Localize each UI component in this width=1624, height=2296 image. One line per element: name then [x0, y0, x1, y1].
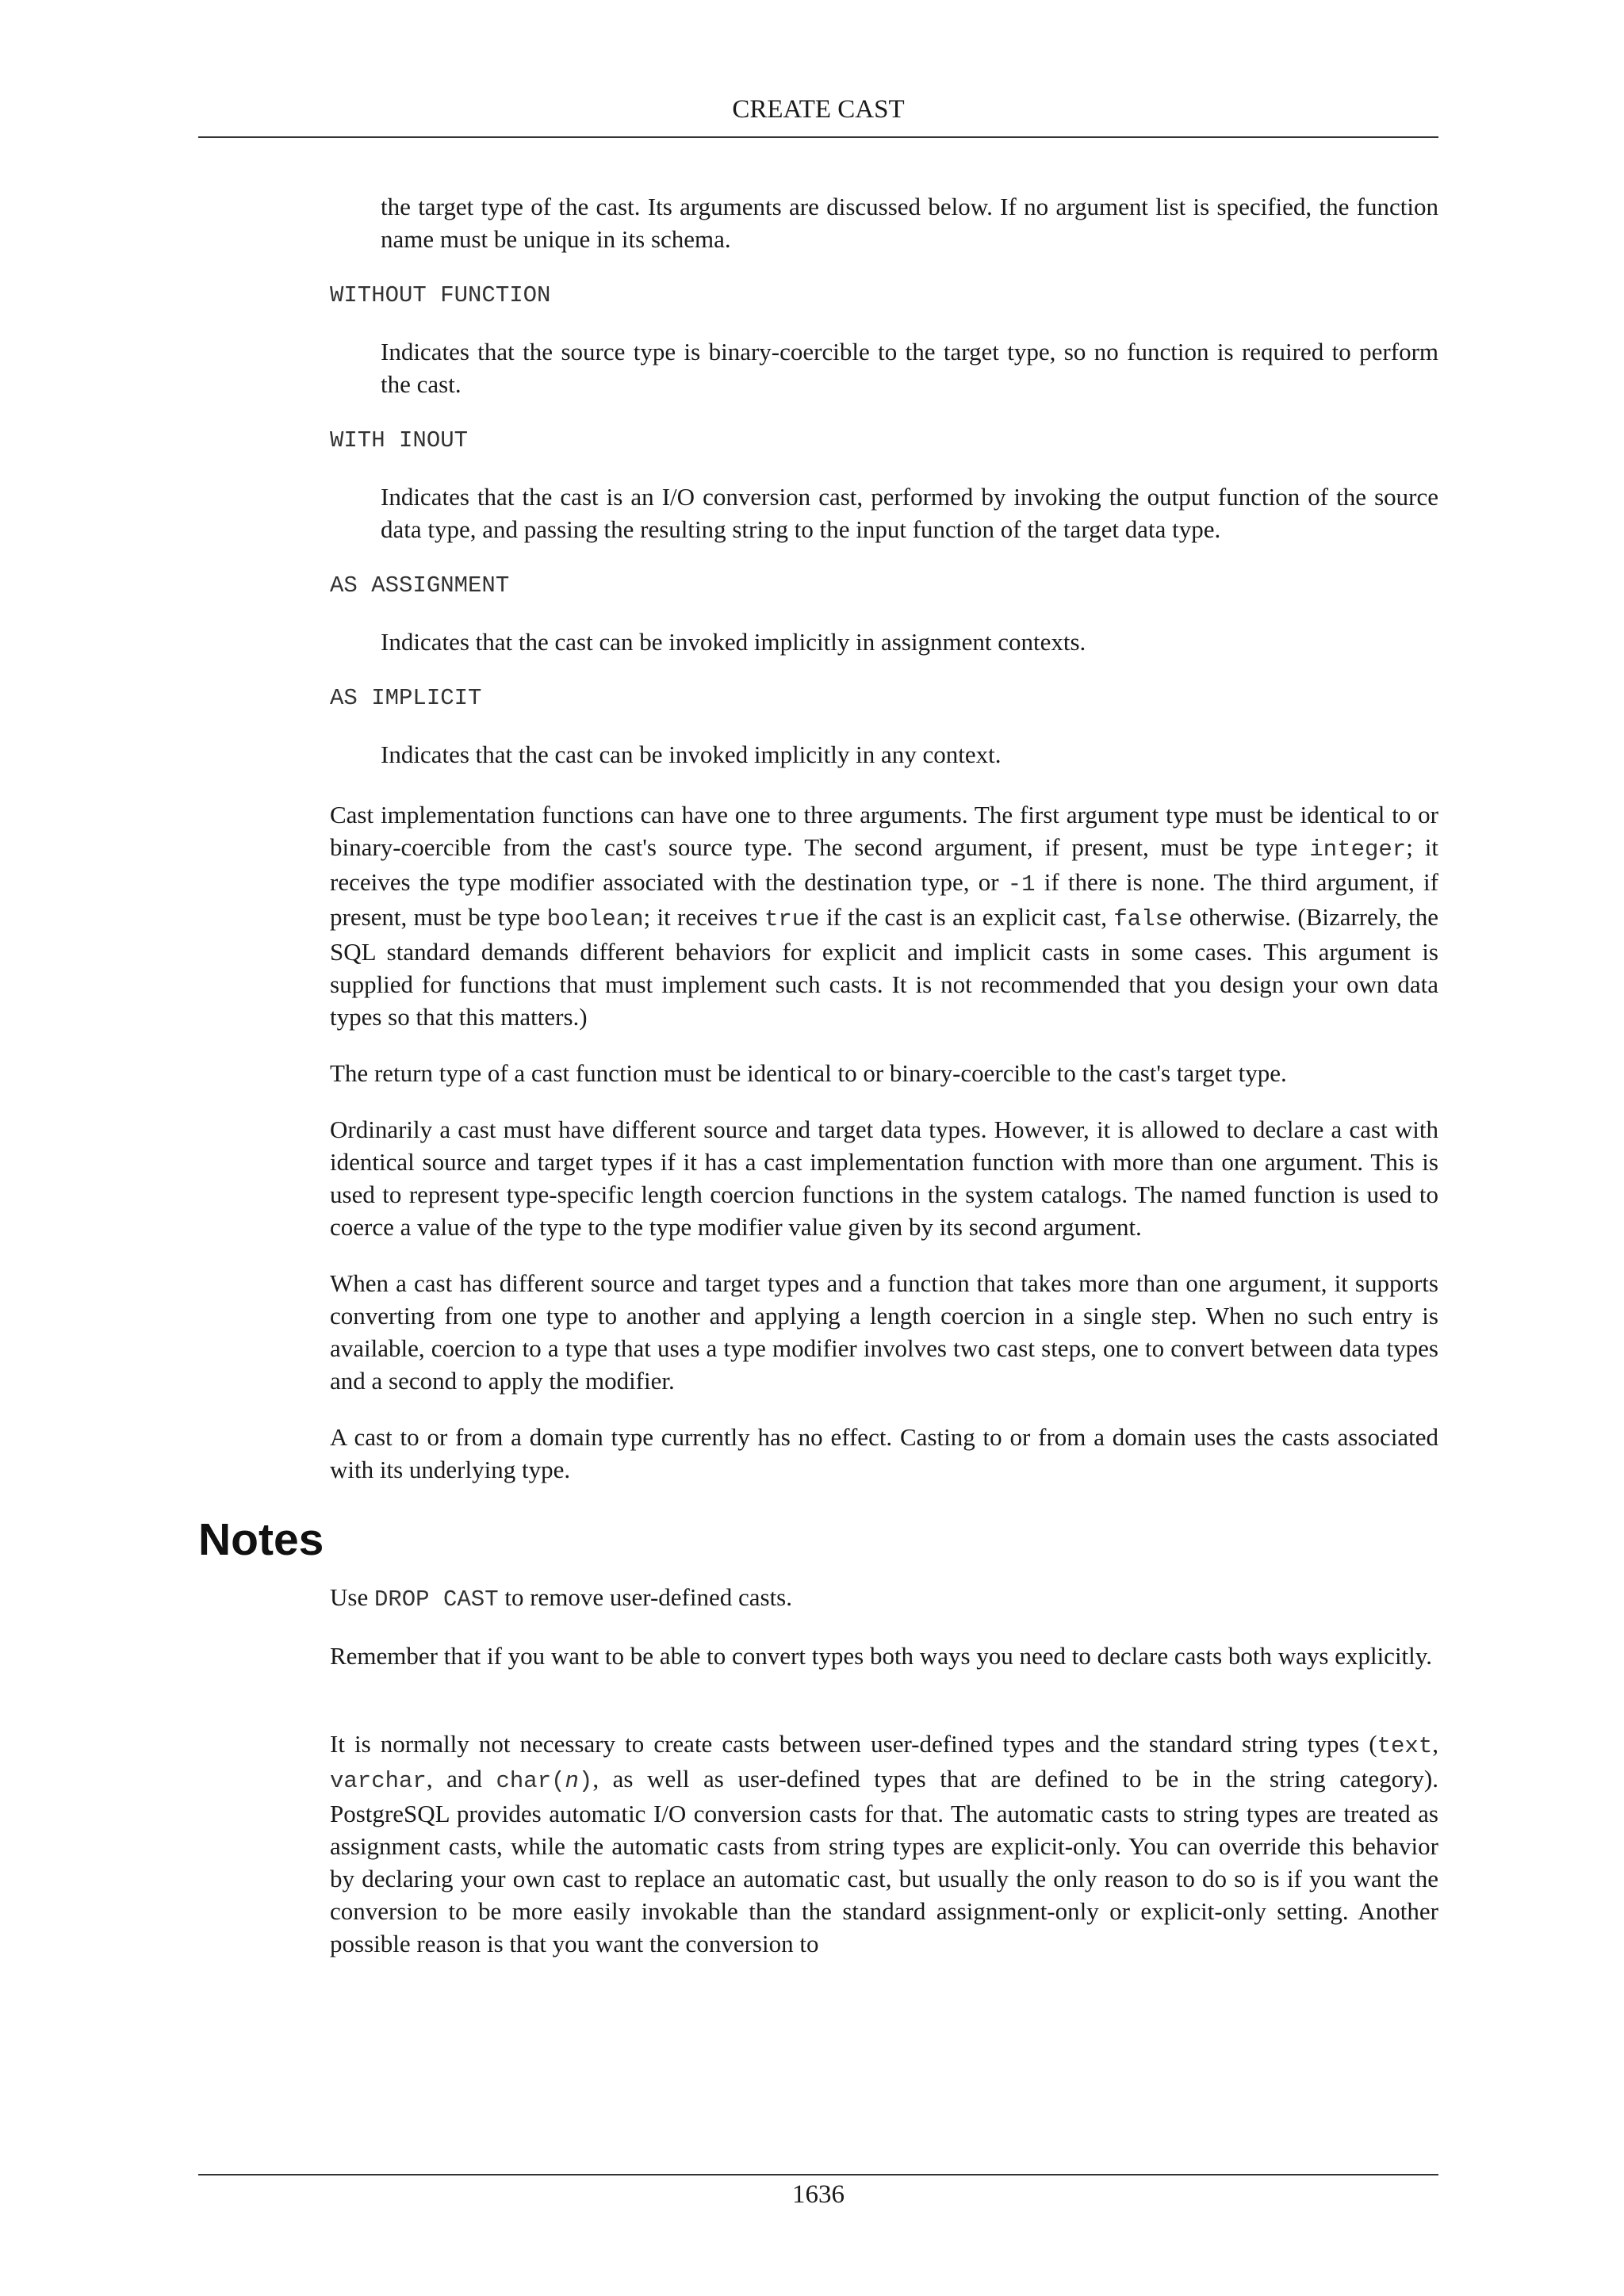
- ordinarily-paragraph: Ordinarily a cast must have different source and target data types. However, it is allowed to declare a cast with identical source and target types if it has a cast implementation function with more than one argument. This is used to represent type-specific length coercion functions in the system catalogs. The named function is used to coerce a value of the type to the type modifier value given by its second argument.: [330, 1115, 1438, 1241]
- code-true: true: [764, 906, 820, 932]
- code-text: text: [1377, 1733, 1433, 1759]
- running-header: CREATE CAST: [732, 95, 905, 124]
- cast-arguments-paragraph: Cast implementation functions can have one to three arguments. The first argument type must be identical to or binary-coercible from the cast's source type. The second argument, if present, must be type integer; it receives the type modifier associated with the destination type, or -1 if there is none. The third argument, if present, must be type boolean; it receives true if the cast is an explicit cast, false otherwise. (Bizarrely, the SQL standard demands different behaviors for explicit and implicit casts in some cases. This argument is supplied for functions that must implement such casts. It is not recommended that you design your own data types so that this matters.): [330, 801, 1438, 1031]
- drop-cast-paragraph: Use DROP CAST to remove user-defined casts.: [330, 1583, 792, 1613]
- code-drop-cast: DROP CAST: [373, 1586, 499, 1613]
- code-varchar: varchar: [330, 1768, 427, 1794]
- code-integer: integer: [1309, 836, 1407, 863]
- string-types-paragraph: It is normally not necessary to create casts between user-defined types and the standard string types (text, varchar, and char(n), as well as user-defined types that are defined to be in the string category). PostgreSQL provides automatic I/O conversion casts for that. The automatic casts to string types are treated as assignment casts, while the automatic casts from string types are explicit-only. You can override this behavior by declaring your own cast to replace an automatic cast, but usually the only reason to do so is if you want the conversion to be more easily invokable than the standard assignment-only or explicit-only setting. Another possible reason is that you want the conversion to: [330, 1730, 1438, 1957]
- domain-paragraph: A cast to or from a domain type currently has no effect. Casting to or from a domain uses the casts associated with its underlying type.: [330, 1423, 1438, 1483]
- code-char-n: char(n): [496, 1768, 593, 1794]
- both-ways-paragraph: Remember that if you want to be able to convert types both ways you need to declare casts both ways explicitly.: [330, 1642, 1433, 1670]
- param-desc-as-assignment: Indicates that the cast can be invoked implicitly in assignment contexts.: [381, 628, 1086, 656]
- footer-rule: [198, 2174, 1438, 2175]
- length-coercion-paragraph: When a cast has different source and target types and a function that takes more than one argument, it supports converting from one type to another and applying a length coercion in a single step. When no such entry is available, coercion to a type that uses a type modifier involves two cast steps, one to convert between data types and a second to apply the modifier.: [330, 1269, 1438, 1395]
- param-desc-with-inout: Indicates that the cast is an I/O conversion cast, performed by invoking the output function of the source data type, and passing the resulting string to the input function of the target data type.: [381, 483, 1438, 543]
- param-desc-as-implicit: Indicates that the cast can be invoked implicitly in any context.: [381, 740, 1002, 768]
- param-term-as-assignment: AS ASSIGNMENT: [330, 572, 510, 599]
- page-number: 1636: [792, 2180, 845, 2209]
- page-content: [198, 190, 1438, 1960]
- param-desc-without-function: Indicates that the source type is binary-coercible to the target type, so no function is required to perform the cast.: [381, 338, 1438, 398]
- code-false: false: [1113, 906, 1183, 932]
- code-minus-one: -1: [1007, 871, 1036, 897]
- continuation-paragraph: the target type of the cast. Its arguments are discussed below. If no argument list is specified, the function name must be unique in its schema.: [381, 193, 1438, 253]
- param-term-without-function: WITHOUT FUNCTION: [330, 282, 551, 308]
- notes-heading: Notes: [198, 1514, 324, 1565]
- return-type-paragraph: The return type of a cast function must be identical to or binary-coercible to the cast's target type.: [330, 1059, 1287, 1087]
- param-term-with-inout: WITH INOUT: [330, 427, 469, 453]
- param-term-as-implicit: AS IMPLICIT: [330, 685, 482, 711]
- header-rule: [198, 136, 1438, 138]
- code-boolean: boolean: [546, 906, 644, 932]
